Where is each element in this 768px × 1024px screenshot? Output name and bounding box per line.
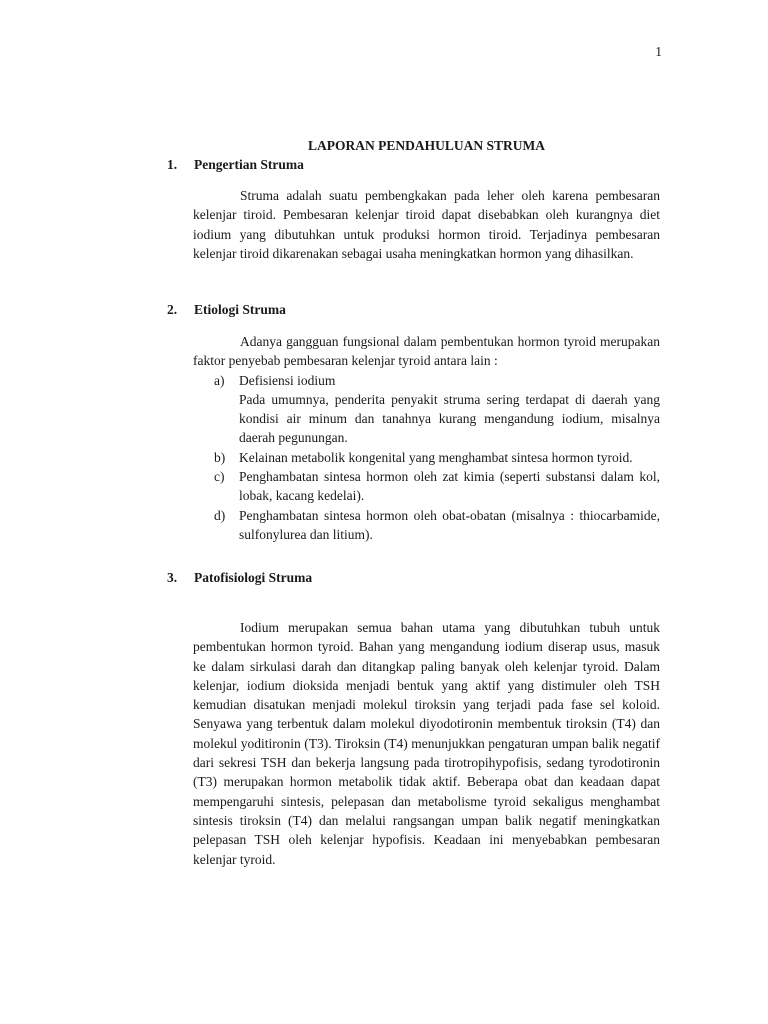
section-number: 2. [167, 302, 178, 317]
list-item-text: Kelainan metabolik kongenital yang menghambat sintesa hormon tyroid. [239, 449, 633, 465]
section-number: 1. [167, 157, 178, 172]
list-marker: d) [214, 507, 226, 523]
list-item-text: Penghambatan sintesa hormon oleh zat kimia (seperti substansi dalam kol, lobak, kacang kedelai). [239, 469, 660, 504]
section-title: Etiologi Struma [194, 302, 286, 317]
list-item-text: Defisiensi iodium [239, 372, 336, 388]
list-item [193, 448, 660, 467]
list-marker: c) [214, 469, 225, 485]
section-body-pengertian [193, 186, 660, 263]
document-title: LAPORAN PENDAHULUAN STRUMA [307, 138, 545, 153]
paragraph: Iodium merupakan semua bahan utama yang dibutuhkan tubuh untuk pembentukan hormon tyroid. Bahan yang mengandung iodium diserap usus, masuk ke dalam sirkulasi darah dan ditangkap paling banyak oleh kelenjar tyroid. Dalam kelenjar, iodium dioksida menjadi bentuk yang aktif yang distimuler oleh TSH kemudian disatukan menjadi molekul tiroksin yang terjadi pada fase sel koloid. Senyawa yang terbentuk dalam molekul diyodotironin membentuk tiroksin (T4) dan molekul yoditironin (T3). Tiroksin (T4) menunjukkan pengaturan umpan balik negatif dari sekresi TSH dan bekerja langsung pada tirotropihypofisis, sedang tyrodotironin (T3) merupakan hormon metabolik tidak aktif. Beberapa obat dan keadaan dapat mempengaruhi sintesis, pelepasan dan metabolisme tyroid sekaligus menghambat sintesis tiroksin (T4) dan melalui rangsangan umpan balik negatif meningkatkan pelepasan TSH oleh kelenjar hypofisis. Keadaan ini menyebabkan pembesaran kelenjar tyroid. [193, 620, 660, 867]
section-body-etiologi [193, 332, 660, 544]
section-heading-etiologi [167, 302, 286, 318]
list-item-text: Penghambatan sintesa hormon oleh obat-obatan (misalnya : thiocarbamide, sulfonylurea dan litium). [239, 507, 660, 542]
section-heading-patofisiologi [167, 570, 312, 586]
list-marker: b) [214, 449, 226, 465]
paragraph: Adanya gangguan fungsional dalam pembentukan hormon tyroid merupakan faktor penyebab pembesaran kelenjar tyroid antara lain : [193, 334, 660, 369]
list-item [193, 371, 660, 448]
section-body-patofisiologi [193, 618, 660, 869]
page-number: 1 [655, 44, 662, 59]
list-item-detail: Pada umumnya, penderita penyakit struma sering terdapat di daerah yang kondisi air minum dan tanahnya kurang mengandung iodium, misalnya daerah pegunungan. [239, 391, 660, 446]
list-item [193, 506, 660, 545]
list-marker: a) [214, 372, 225, 388]
cause-list [193, 371, 660, 545]
section-heading-pengertian [167, 157, 304, 173]
section-number: 3. [167, 570, 178, 585]
paragraph: Struma adalah suatu pembengkakan pada leher oleh karena pembesaran kelenjar tiroid. Pembesaran kelenjar tiroid dapat disebabkan oleh kurangnya diet iodium yang dibutuhkan untuk produksi hormon tiroid. Terjadinya pembesaran kelenjar tiroid dikarenakan sebagai usaha meningkatkan hormon yang dihasilkan. [193, 188, 660, 261]
list-item [193, 467, 660, 506]
section-title: Patofisiologi Struma [194, 570, 313, 585]
section-title: Pengertian Struma [194, 157, 304, 172]
